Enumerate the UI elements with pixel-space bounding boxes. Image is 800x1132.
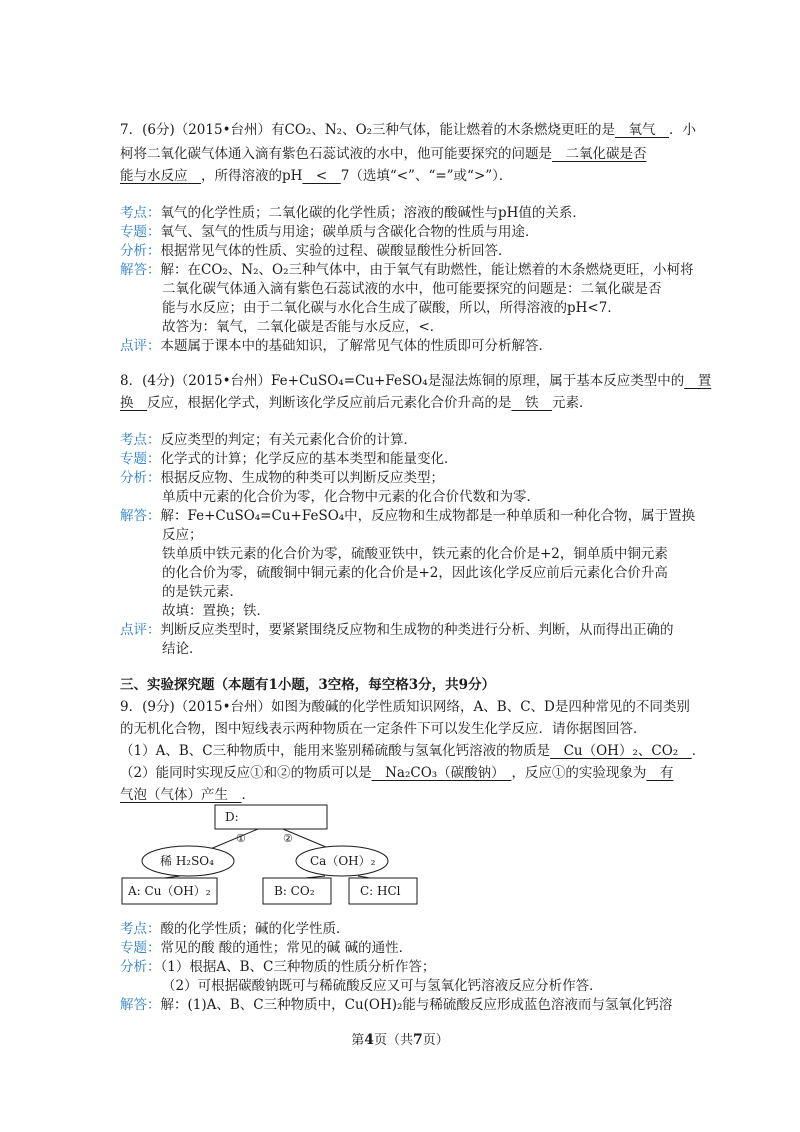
q8-dianping-row: 点评：判断反应类型时，要紧紧围绕反应物和生成物的种类进行分析、判断，从而得出正确的 — [120, 622, 674, 638]
page-total: 7 — [413, 1032, 423, 1048]
reaction-1-marker: ① — [236, 832, 246, 845]
q7-line-2: 柯将二氧化碳气体通入滴有紫色石蕊试液的水中，他可能要探究的问题是 二氧化碳是否 — [120, 146, 647, 162]
q8-line-2: 换 反应，根据化学式，判断该化学反应前后元素化合价升高的是 铁 元素． — [120, 395, 593, 411]
q8-answer-1: 置 — [684, 373, 712, 389]
box-c — [349, 878, 417, 904]
q9-fenxi-line: （2）可根据碳酸钠既可与稀硫酸反应又可与氢氧化钙溶液反应分析作答． — [162, 978, 603, 994]
q9-zhuanti: 专题：常见的酸 酸的通性；常见的碱 碱的通性． — [120, 940, 413, 956]
q7-fenxi: 分析：根据常见气体的性质、实验的过程、碳酸显酸性分析回答． — [120, 243, 512, 259]
q8-jieda-line: 反应； — [162, 527, 203, 543]
box-a-label: A: Cu（OH）₂ — [128, 884, 211, 898]
q8-jieda-line: 铁单质中铁元素的化合价为零，硫酸亚铁中，铁元素的化合价是+2，铜单质中铜元素 — [162, 546, 668, 562]
box-b — [263, 878, 331, 904]
box-a — [122, 878, 217, 904]
q9-jieda: 解答：解：(1)A、B、C三种物质中，Cu(OH)₂能与稀硫酸反应形成蓝色溶液而与氢氧化钙溶 — [120, 997, 673, 1013]
q8-answer-1-cont: 换 — [120, 395, 147, 411]
q8-dianping-line: 结论． — [162, 641, 203, 657]
q7-jieda: 解答：解：在CO₂、N₂、O₂三种气体中，由于氧气有助燃性，能让燃着的木条燃烧更旺，小柯将 — [120, 262, 694, 278]
q9-kaodian: 考点：酸的化学性质；碱的化学性质． — [120, 921, 350, 937]
q8-jieda: 解答：解：Fe+CuSO₄=Cu+FeSO₄中，反应物和生成物都是一种单质和一种化合物，属于置换 — [120, 508, 696, 524]
q7-jieda-line: 二氧化碳气体通入滴有紫色石蕊试液的水中，他可能要探究的问题是：二氧化碳是否 — [162, 281, 662, 297]
q8-fenxi: 分析：根据反应物、生成物的种类可以判断反应类型； — [120, 470, 444, 486]
acid-base-network-diagram — [120, 804, 420, 908]
q9-answer-2: Na₂CO₃（碳酸钠） — [371, 765, 512, 781]
q9-fenxi: 分析：（1）根据A、B、C三种物质的性质分析作答； — [120, 959, 436, 975]
reaction-2-marker: ② — [283, 832, 293, 845]
q7-answer-2-cont: 能与水反应 — [120, 168, 201, 184]
box-d-label: D: — [225, 810, 239, 824]
q7-kaodian: 考点：氧气的化学性质；二氧化碳的化学性质；溶液的酸碱性与pH值的关系． — [120, 205, 586, 221]
q7-answer-1: 氧气 — [615, 122, 670, 138]
connector-d-acid — [208, 829, 258, 850]
q7-jieda-line: 能与水反应；由于二氧化碳与水化合生成了碳酸，所以，所得溶液的pH<7． — [162, 300, 621, 316]
q7-answer-3: < — [302, 168, 341, 184]
q8-answer-2: 铁 — [511, 395, 552, 411]
box-c-label: C: HCl — [360, 884, 401, 898]
ellipse-acid — [142, 846, 234, 876]
q7-answer-2: 二氧化碳是否 — [552, 146, 647, 162]
q9-answer-3: 有 — [646, 765, 674, 781]
page-footer: 第4页（共7页） — [351, 1032, 449, 1048]
q8-jieda-line: 的化合价为零，硫酸铜中铜元素的化合价是+2，因此该化学反应前后元素化合价升高 — [162, 565, 668, 581]
q8-zhuanti: 专题：化学式的计算；化学反应的基本类型和能量变化． — [120, 451, 458, 467]
q7-zhuanti: 专题：氧气、氢气的性质与用途；碳单质与含碳化合物的性质与用途． — [120, 224, 539, 240]
box-d — [215, 805, 327, 829]
q9-line-2: 的无机化合物，图中短线表示两种物质在一定条件下可以发生化学反应．请你据图回答． — [120, 721, 647, 737]
q7-dianping: 点评：本题属于课本中的基础知识，了解常见气体的性质即可分析解答． — [120, 338, 552, 354]
q7-line-3: 能与水反应 ，所得溶液的pH < 7（选填“<”、“=”或“>”）． — [120, 168, 513, 184]
acid-label: 稀 H₂SO₄ — [160, 854, 214, 868]
q9-line-3: （1）A、B、C三种物质中，能用来鉴别稀硫酸与氢氧化钙溶液的物质是 Cu（OH）₂、CO₂ ． — [120, 743, 706, 759]
q9-answer-3-cont: 气泡（气体）产生 — [120, 787, 242, 803]
q9-line-5: 气泡（气体）产生 ． — [120, 787, 255, 803]
q7-jieda-line: 故答为：氧气，二氧化碳是否能与水反应，<． — [162, 319, 444, 335]
base-label: Ca（OH）₂ — [310, 854, 376, 868]
q9-answer-1: Cu（OH）₂、CO₂ — [550, 743, 692, 759]
q8-line-1: 8．(4分)（2015•台州）Fe+CuSO₄=Cu+FeSO₄是湿法炼铜的原理，属于基本反应类型中的 置 — [120, 373, 712, 389]
box-b-label: B: CO₂ — [274, 884, 315, 898]
q8-fenxi-line: 单质中元素的化合价为零，化合物中元素的化合价代数和为零． — [162, 489, 540, 505]
q9-line-4: （2）能同时实现反应①和②的物质可以是 Na₂CO₃（碳酸钠） ，反应①的实验现象为 有 — [120, 765, 674, 781]
page-number: 4 — [364, 1032, 374, 1048]
q9-line-1: 9．(9分)（2015•台州）如图为酸碱的化学性质知识网络，A、B、C、D是四种常见的不同类别 — [120, 699, 690, 715]
q8-jieda-line: 故填：置换；铁． — [162, 603, 270, 619]
q8-jieda-line: 的是铁元素． — [162, 584, 243, 600]
ellipse-base — [296, 846, 388, 876]
q8-kaodian: 考点：反应类型的判定；有关元素化合价的计算． — [120, 432, 417, 448]
q7-line-1: 7．(6分)（2015•台州）有CO₂、N₂、O₂三种气体，能让燃着的木条燃烧更旺的是 氧气 ．小 — [120, 122, 697, 138]
section-3-heading: 三、实验探究题（本题有1小题，3空格，每空格3分，共9分） — [120, 677, 496, 693]
